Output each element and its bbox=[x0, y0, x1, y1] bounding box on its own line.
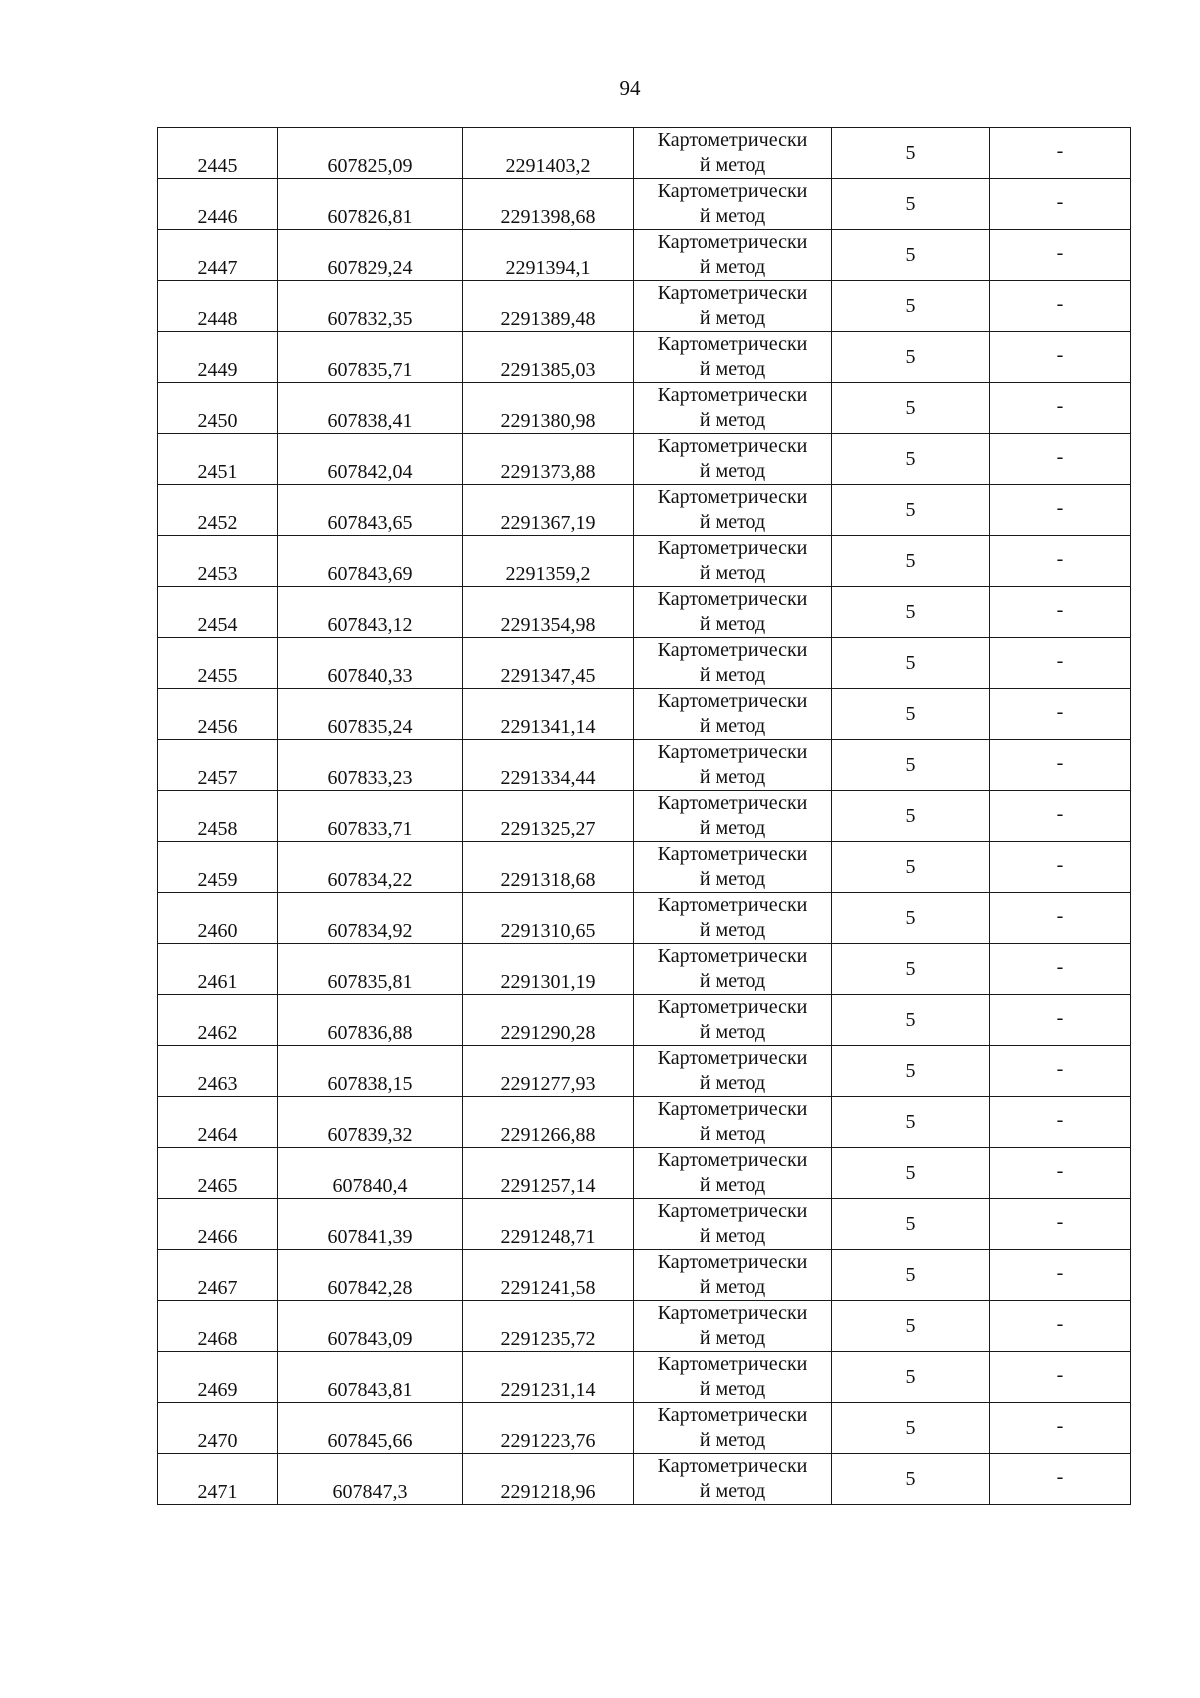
note-cell: - bbox=[990, 842, 1131, 893]
note-cell: - bbox=[990, 281, 1131, 332]
table-row bbox=[158, 1097, 1131, 1148]
method-cell bbox=[634, 791, 832, 842]
point-number-cell: 2460 bbox=[158, 893, 278, 944]
accuracy-cell: 5 bbox=[832, 1199, 990, 1250]
method-line-1: Картометрически bbox=[657, 894, 808, 916]
accuracy-cell: 5 bbox=[832, 128, 990, 179]
method-line-1: Картометрически bbox=[657, 1251, 808, 1273]
accuracy-cell: 5 bbox=[832, 332, 990, 383]
point-number-cell: 2450 bbox=[158, 383, 278, 434]
note-cell: - bbox=[990, 485, 1131, 536]
y-coordinate-cell: 2291354,98 bbox=[463, 587, 634, 638]
y-coordinate-cell: 2291231,14 bbox=[463, 1352, 634, 1403]
method-line-1: Картометрически bbox=[657, 945, 808, 967]
method-cell bbox=[634, 536, 832, 587]
x-coordinate-cell: 607835,81 bbox=[278, 944, 463, 995]
point-number-cell: 2453 bbox=[158, 536, 278, 587]
x-coordinate-cell: 607834,22 bbox=[278, 842, 463, 893]
point-number-cell: 2455 bbox=[158, 638, 278, 689]
coordinates-table bbox=[157, 127, 1131, 1505]
note-cell: - bbox=[990, 1403, 1131, 1454]
method-line-1: Картометрически bbox=[657, 231, 808, 253]
method-line-2: й метод bbox=[699, 1123, 766, 1145]
method-cell bbox=[634, 1454, 832, 1505]
accuracy-cell: 5 bbox=[832, 1301, 990, 1352]
method-line-2: й метод bbox=[699, 307, 766, 329]
x-coordinate-cell: 607842,04 bbox=[278, 434, 463, 485]
x-coordinate-cell: 607839,32 bbox=[278, 1097, 463, 1148]
method-line-1: Картометрически bbox=[657, 282, 808, 304]
x-coordinate-cell: 607834,92 bbox=[278, 893, 463, 944]
y-coordinate-cell: 2291310,65 bbox=[463, 893, 634, 944]
method-cell bbox=[634, 1199, 832, 1250]
method-line-1: Картометрически bbox=[657, 996, 808, 1018]
table-row bbox=[158, 893, 1131, 944]
accuracy-cell: 5 bbox=[832, 638, 990, 689]
x-coordinate-cell: 607845,66 bbox=[278, 1403, 463, 1454]
table-row bbox=[158, 638, 1131, 689]
method-line-2: й метод bbox=[699, 1174, 766, 1196]
point-number-cell: 2464 bbox=[158, 1097, 278, 1148]
y-coordinate-cell: 2291257,14 bbox=[463, 1148, 634, 1199]
method-line-1: Картометрически bbox=[657, 639, 808, 661]
point-number-cell: 2447 bbox=[158, 230, 278, 281]
table-row bbox=[158, 179, 1131, 230]
method-cell bbox=[634, 944, 832, 995]
method-cell bbox=[634, 230, 832, 281]
method-line-2: й метод bbox=[699, 919, 766, 941]
method-line-1: Картометрически bbox=[657, 537, 808, 559]
point-number-cell: 2452 bbox=[158, 485, 278, 536]
y-coordinate-cell: 2291359,2 bbox=[463, 536, 634, 587]
point-number-cell: 2466 bbox=[158, 1199, 278, 1250]
note-cell: - bbox=[990, 536, 1131, 587]
method-cell bbox=[634, 332, 832, 383]
note-cell: - bbox=[990, 791, 1131, 842]
note-cell: - bbox=[990, 944, 1131, 995]
table-row bbox=[158, 536, 1131, 587]
point-number-cell: 2465 bbox=[158, 1148, 278, 1199]
table-row bbox=[158, 485, 1131, 536]
method-line-2: й метод bbox=[699, 511, 766, 533]
y-coordinate-cell: 2291347,45 bbox=[463, 638, 634, 689]
accuracy-cell: 5 bbox=[832, 1454, 990, 1505]
accuracy-cell: 5 bbox=[832, 1250, 990, 1301]
method-cell bbox=[634, 893, 832, 944]
point-number-cell: 2454 bbox=[158, 587, 278, 638]
point-number-cell: 2449 bbox=[158, 332, 278, 383]
method-line-2: й метод bbox=[699, 817, 766, 839]
accuracy-cell: 5 bbox=[832, 893, 990, 944]
note-cell: - bbox=[990, 1250, 1131, 1301]
method-line-2: й метод bbox=[699, 766, 766, 788]
point-number-cell: 2459 bbox=[158, 842, 278, 893]
method-line-1: Картометрически bbox=[657, 486, 808, 508]
x-coordinate-cell: 607843,81 bbox=[278, 1352, 463, 1403]
accuracy-cell: 5 bbox=[832, 1097, 990, 1148]
point-number-cell: 2456 bbox=[158, 689, 278, 740]
table-row bbox=[158, 740, 1131, 791]
x-coordinate-cell: 607825,09 bbox=[278, 128, 463, 179]
x-coordinate-cell: 607843,69 bbox=[278, 536, 463, 587]
x-coordinate-cell: 607838,41 bbox=[278, 383, 463, 434]
method-line-2: й метод bbox=[699, 664, 766, 686]
table-row bbox=[158, 1403, 1131, 1454]
table-row bbox=[158, 1352, 1131, 1403]
method-line-1: Картометрически bbox=[657, 1302, 808, 1324]
y-coordinate-cell: 2291389,48 bbox=[463, 281, 634, 332]
note-cell: - bbox=[990, 1199, 1131, 1250]
table-row bbox=[158, 128, 1131, 179]
method-line-2: й метод bbox=[699, 1021, 766, 1043]
y-coordinate-cell: 2291318,68 bbox=[463, 842, 634, 893]
table-body bbox=[158, 128, 1131, 1505]
accuracy-cell: 5 bbox=[832, 842, 990, 893]
point-number-cell: 2470 bbox=[158, 1403, 278, 1454]
method-cell bbox=[634, 842, 832, 893]
method-line-1: Картометрически bbox=[657, 1353, 808, 1375]
note-cell: - bbox=[990, 587, 1131, 638]
method-line-1: Картометрически bbox=[657, 588, 808, 610]
method-cell bbox=[634, 1301, 832, 1352]
method-line-1: Картометрически bbox=[657, 1047, 808, 1069]
note-cell: - bbox=[990, 1454, 1131, 1505]
method-line-1: Картометрически bbox=[657, 1200, 808, 1222]
method-line-2: й метод bbox=[699, 613, 766, 635]
y-coordinate-cell: 2291341,14 bbox=[463, 689, 634, 740]
method-cell bbox=[634, 281, 832, 332]
x-coordinate-cell: 607847,3 bbox=[278, 1454, 463, 1505]
accuracy-cell: 5 bbox=[832, 944, 990, 995]
point-number-cell: 2463 bbox=[158, 1046, 278, 1097]
method-line-1: Картометрически bbox=[657, 1149, 808, 1171]
note-cell: - bbox=[990, 689, 1131, 740]
method-cell bbox=[634, 1097, 832, 1148]
accuracy-cell: 5 bbox=[832, 740, 990, 791]
point-number-cell: 2468 bbox=[158, 1301, 278, 1352]
y-coordinate-cell: 2291380,98 bbox=[463, 383, 634, 434]
method-cell bbox=[634, 179, 832, 230]
point-number-cell: 2451 bbox=[158, 434, 278, 485]
table-row bbox=[158, 383, 1131, 434]
note-cell: - bbox=[990, 332, 1131, 383]
method-line-1: Картометрически bbox=[657, 129, 808, 151]
note-cell: - bbox=[990, 383, 1131, 434]
method-cell bbox=[634, 638, 832, 689]
x-coordinate-cell: 607835,24 bbox=[278, 689, 463, 740]
method-cell bbox=[634, 740, 832, 791]
y-coordinate-cell: 2291403,2 bbox=[463, 128, 634, 179]
y-coordinate-cell: 2291218,96 bbox=[463, 1454, 634, 1505]
accuracy-cell: 5 bbox=[832, 434, 990, 485]
y-coordinate-cell: 2291398,68 bbox=[463, 179, 634, 230]
note-cell: - bbox=[990, 893, 1131, 944]
accuracy-cell: 5 bbox=[832, 995, 990, 1046]
method-line-1: Картометрически bbox=[657, 384, 808, 406]
x-coordinate-cell: 607840,4 bbox=[278, 1148, 463, 1199]
method-line-2: й метод bbox=[699, 1072, 766, 1094]
method-line-2: й метод bbox=[699, 1225, 766, 1247]
y-coordinate-cell: 2291277,93 bbox=[463, 1046, 634, 1097]
note-cell: - bbox=[990, 1148, 1131, 1199]
note-cell: - bbox=[990, 1046, 1131, 1097]
x-coordinate-cell: 607841,39 bbox=[278, 1199, 463, 1250]
accuracy-cell: 5 bbox=[832, 1403, 990, 1454]
method-cell bbox=[634, 1352, 832, 1403]
table-row bbox=[158, 842, 1131, 893]
y-coordinate-cell: 2291367,19 bbox=[463, 485, 634, 536]
method-line-2: й метод bbox=[699, 1276, 766, 1298]
method-cell bbox=[634, 128, 832, 179]
y-coordinate-cell: 2291290,28 bbox=[463, 995, 634, 1046]
table-row bbox=[158, 281, 1131, 332]
y-coordinate-cell: 2291223,76 bbox=[463, 1403, 634, 1454]
method-cell bbox=[634, 587, 832, 638]
method-cell bbox=[634, 995, 832, 1046]
note-cell: - bbox=[990, 638, 1131, 689]
point-number-cell: 2448 bbox=[158, 281, 278, 332]
point-number-cell: 2457 bbox=[158, 740, 278, 791]
accuracy-cell: 5 bbox=[832, 536, 990, 587]
method-line-1: Картометрически bbox=[657, 1455, 808, 1477]
method-line-2: й метод bbox=[699, 154, 766, 176]
point-number-cell: 2467 bbox=[158, 1250, 278, 1301]
x-coordinate-cell: 607829,24 bbox=[278, 230, 463, 281]
point-number-cell: 2461 bbox=[158, 944, 278, 995]
method-cell bbox=[634, 1250, 832, 1301]
x-coordinate-cell: 607842,28 bbox=[278, 1250, 463, 1301]
accuracy-cell: 5 bbox=[832, 587, 990, 638]
note-cell: - bbox=[990, 1301, 1131, 1352]
accuracy-cell: 5 bbox=[832, 281, 990, 332]
method-line-2: й метод bbox=[699, 868, 766, 890]
point-number-cell: 2446 bbox=[158, 179, 278, 230]
table-row bbox=[158, 944, 1131, 995]
y-coordinate-cell: 2291266,88 bbox=[463, 1097, 634, 1148]
table-row bbox=[158, 587, 1131, 638]
method-line-1: Картометрически bbox=[657, 1404, 808, 1426]
accuracy-cell: 5 bbox=[832, 1352, 990, 1403]
method-cell bbox=[634, 1403, 832, 1454]
point-number-cell: 2445 bbox=[158, 128, 278, 179]
method-line-1: Картометрически bbox=[657, 1098, 808, 1120]
method-cell bbox=[634, 485, 832, 536]
method-cell bbox=[634, 383, 832, 434]
method-cell bbox=[634, 1046, 832, 1097]
table-row bbox=[158, 1250, 1131, 1301]
table-row bbox=[158, 434, 1131, 485]
note-cell: - bbox=[990, 1352, 1131, 1403]
x-coordinate-cell: 607838,15 bbox=[278, 1046, 463, 1097]
y-coordinate-cell: 2291373,88 bbox=[463, 434, 634, 485]
method-line-2: й метод bbox=[699, 409, 766, 431]
note-cell: - bbox=[990, 434, 1131, 485]
accuracy-cell: 5 bbox=[832, 179, 990, 230]
method-line-2: й метод bbox=[699, 1378, 766, 1400]
point-number-cell: 2462 bbox=[158, 995, 278, 1046]
method-line-2: й метод bbox=[699, 460, 766, 482]
x-coordinate-cell: 607843,65 bbox=[278, 485, 463, 536]
method-line-2: й метод bbox=[699, 205, 766, 227]
method-line-2: й метод bbox=[699, 1480, 766, 1502]
x-coordinate-cell: 607840,33 bbox=[278, 638, 463, 689]
point-number-cell: 2458 bbox=[158, 791, 278, 842]
y-coordinate-cell: 2291394,1 bbox=[463, 230, 634, 281]
y-coordinate-cell: 2291241,58 bbox=[463, 1250, 634, 1301]
table-row bbox=[158, 1046, 1131, 1097]
table-row bbox=[158, 332, 1131, 383]
accuracy-cell: 5 bbox=[832, 230, 990, 281]
x-coordinate-cell: 607836,88 bbox=[278, 995, 463, 1046]
y-coordinate-cell: 2291235,72 bbox=[463, 1301, 634, 1352]
y-coordinate-cell: 2291301,19 bbox=[463, 944, 634, 995]
x-coordinate-cell: 607833,23 bbox=[278, 740, 463, 791]
point-number-cell: 2471 bbox=[158, 1454, 278, 1505]
x-coordinate-cell: 607826,81 bbox=[278, 179, 463, 230]
table-row bbox=[158, 689, 1131, 740]
method-line-1: Картометрически bbox=[657, 333, 808, 355]
table-row bbox=[158, 1199, 1131, 1250]
x-coordinate-cell: 607843,12 bbox=[278, 587, 463, 638]
accuracy-cell: 5 bbox=[832, 1046, 990, 1097]
table-row bbox=[158, 791, 1131, 842]
note-cell: - bbox=[990, 1097, 1131, 1148]
method-line-1: Картометрически bbox=[657, 180, 808, 202]
page-number: 94 bbox=[619, 76, 641, 100]
method-line-2: й метод bbox=[699, 358, 766, 380]
table-row bbox=[158, 1301, 1131, 1352]
note-cell: - bbox=[990, 995, 1131, 1046]
table-row bbox=[158, 995, 1131, 1046]
x-coordinate-cell: 607843,09 bbox=[278, 1301, 463, 1352]
note-cell: - bbox=[990, 179, 1131, 230]
x-coordinate-cell: 607832,35 bbox=[278, 281, 463, 332]
accuracy-cell: 5 bbox=[832, 791, 990, 842]
note-cell: - bbox=[990, 230, 1131, 281]
method-line-1: Картометрически bbox=[657, 843, 808, 865]
accuracy-cell: 5 bbox=[832, 689, 990, 740]
method-cell bbox=[634, 434, 832, 485]
accuracy-cell: 5 bbox=[832, 485, 990, 536]
point-number-cell: 2469 bbox=[158, 1352, 278, 1403]
method-line-2: й метод bbox=[699, 715, 766, 737]
method-line-1: Картометрически bbox=[657, 792, 808, 814]
method-line-2: й метод bbox=[699, 256, 766, 278]
table-row bbox=[158, 1454, 1131, 1505]
method-line-2: й метод bbox=[699, 1327, 766, 1349]
y-coordinate-cell: 2291325,27 bbox=[463, 791, 634, 842]
method-line-1: Картометрически bbox=[657, 741, 808, 763]
method-cell bbox=[634, 689, 832, 740]
y-coordinate-cell: 2291248,71 bbox=[463, 1199, 634, 1250]
method-line-1: Картометрически bbox=[657, 435, 808, 457]
table-row bbox=[158, 230, 1131, 281]
accuracy-cell: 5 bbox=[832, 383, 990, 434]
accuracy-cell: 5 bbox=[832, 1148, 990, 1199]
x-coordinate-cell: 607835,71 bbox=[278, 332, 463, 383]
method-line-2: й метод bbox=[699, 562, 766, 584]
y-coordinate-cell: 2291334,44 bbox=[463, 740, 634, 791]
method-line-2: й метод bbox=[699, 970, 766, 992]
method-cell bbox=[634, 1148, 832, 1199]
y-coordinate-cell: 2291385,03 bbox=[463, 332, 634, 383]
method-line-1: Картометрически bbox=[657, 690, 808, 712]
method-line-2: й метод bbox=[699, 1429, 766, 1451]
note-cell: - bbox=[990, 740, 1131, 791]
table-row bbox=[158, 1148, 1131, 1199]
x-coordinate-cell: 607833,71 bbox=[278, 791, 463, 842]
note-cell: - bbox=[990, 128, 1131, 179]
